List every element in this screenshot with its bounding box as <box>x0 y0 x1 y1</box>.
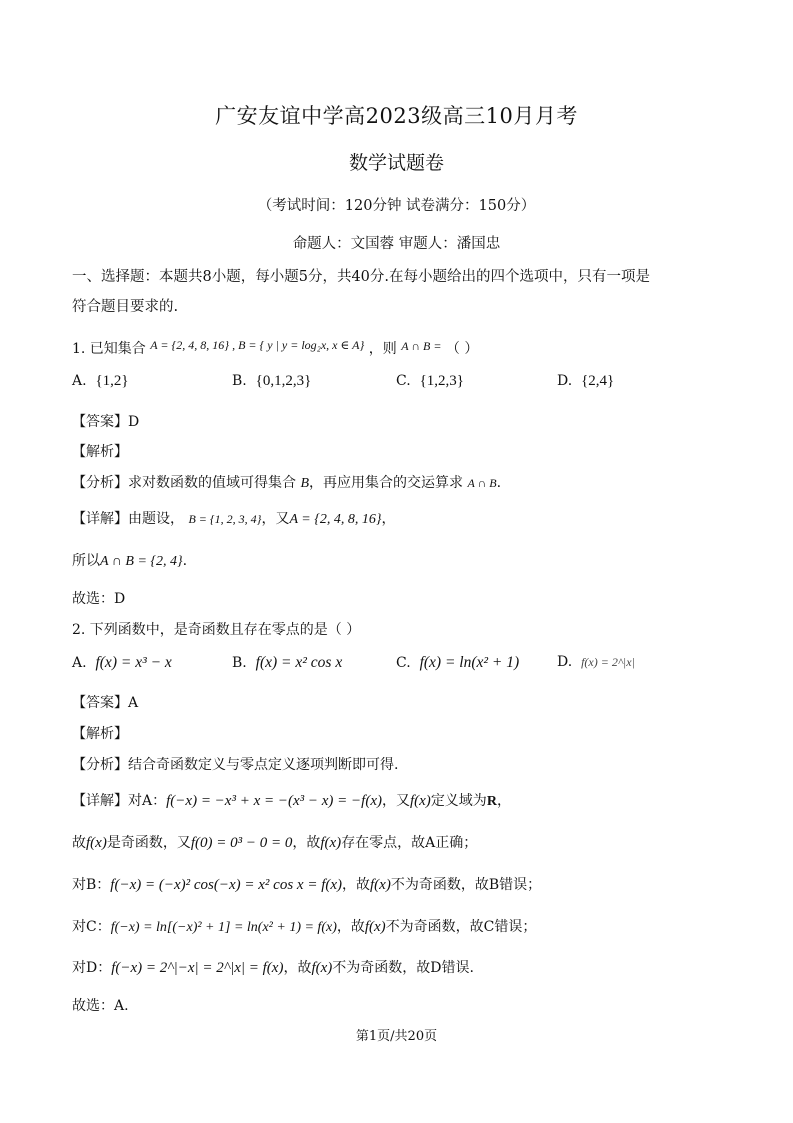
detail-mid: ，故 <box>342 877 371 893</box>
q2-answer: 【答案】A <box>72 695 139 711</box>
option-text: {0,1,2,3} <box>255 373 312 389</box>
option-text: f(x) = x³ − x <box>95 654 172 671</box>
q2-detail-a1 <box>72 790 511 810</box>
q1-stem-prefix: 1. 已知集合 <box>72 341 146 357</box>
detail-mid2: ，故 <box>292 835 321 851</box>
reals-symbol: R <box>486 794 497 809</box>
q1-stem-suffix: ，则 <box>368 341 397 357</box>
xiangjie-prefix: 【详解】由题设， <box>72 511 184 527</box>
page-number: 第1页/共20页 <box>355 1029 438 1044</box>
detail-prefix: 【详解】对A： <box>72 793 167 809</box>
detail-end: 定义域为 <box>430 793 487 809</box>
xiangjie-math-b: B = {1, 2, 3, 4} <box>188 512 262 526</box>
fenxi-mid: ，再应用集合的交运算求 <box>309 475 464 491</box>
q2-detail-b <box>72 874 541 894</box>
xiangjie-end: ， <box>381 511 396 527</box>
q1-stem-math2: A ∩ B = <box>401 339 442 353</box>
q2-stem: 2. 下列函数中，是奇函数且存在零点的是（ ） <box>72 622 361 638</box>
option-letter: A. <box>72 373 87 389</box>
detail-math2: f(0) = 0³ − 0 = 0 <box>190 835 293 851</box>
option-letter: C. <box>396 373 411 389</box>
option-letter: B. <box>232 655 247 671</box>
page-title: 广安友谊中学高2023级高三10月月考 <box>215 104 578 128</box>
fenxi-end: . <box>496 475 502 491</box>
q2-fenxi: 【分析】结合奇函数定义与零点定义逐项判断即可得. <box>72 757 399 773</box>
fenxi-math: A ∩ B <box>467 476 497 490</box>
option-text: {1,2,3} <box>419 373 464 389</box>
detail-prefix: 故 <box>72 835 86 851</box>
conclusion-math: A ∩ B = {2, 4} <box>100 554 183 569</box>
q1-option-c <box>396 373 464 390</box>
q2-detail-d <box>72 957 474 977</box>
q2-option-d <box>557 654 635 670</box>
q1-option-d <box>557 373 614 390</box>
conclusion-end: . <box>182 553 188 569</box>
q1-stem-paren: （ ） <box>445 341 479 357</box>
detail-prefix: 对D： <box>72 960 112 976</box>
conclusion-prefix: 所以 <box>72 553 100 569</box>
xiangjie-math-a: A = {2, 4, 8, 16} <box>289 512 382 527</box>
q1-option-a <box>72 373 129 390</box>
detail-math: f(−x) = ln[(−x)² + 1] = ln(x² + 1) = f(x) <box>110 920 337 935</box>
detail-math: f(−x) = 2^|−x| = 2^|x| = f(x) <box>111 960 284 976</box>
detail-math2: f(x) <box>370 877 391 893</box>
exam-authors: 命题人：文国蓉 审题人：潘国忠 <box>292 236 501 252</box>
q1-analysis-label: 【解析】 <box>72 444 128 460</box>
q2-analysis-label: 【解析】 <box>72 726 128 742</box>
detail-math2: f(x) <box>364 919 386 935</box>
option-letter: D. <box>557 373 573 389</box>
option-text: {2,4} <box>581 373 615 389</box>
q1-choice: 故选：D <box>72 591 126 607</box>
xiangjie-mid: ，又 <box>261 511 290 527</box>
q2-detail-a2 <box>72 832 477 852</box>
detail-mid: 是奇函数，又 <box>106 835 191 851</box>
detail-comma: ， <box>496 793 511 809</box>
page-subtitle: 数学试题卷 <box>348 152 444 174</box>
option-text: f(x) = ln(x² + 1) <box>419 654 520 671</box>
option-text: {1,2} <box>95 373 129 389</box>
detail-end: 不为奇函数，故D错误. <box>332 960 474 976</box>
detail-math: f(x) <box>86 835 107 851</box>
q1-xiangjie <box>72 508 395 528</box>
option-text: f(x) = 2^|x| <box>581 655 635 669</box>
fenxi-prefix: 【分析】求对数函数的值域可得集合 <box>72 475 296 491</box>
detail-mid: ，故 <box>336 919 365 935</box>
detail-math: f(−x) = (−x)² cos(−x) = x² cos x = f(x) <box>110 877 343 893</box>
q1-fenxi <box>72 472 501 492</box>
q1-stem <box>72 338 478 358</box>
detail-prefix: 对B： <box>72 877 111 893</box>
detail-end: 不为奇函数，故C错误； <box>385 919 537 935</box>
detail-math: f(−x) = −x³ + x = −(x³ − x) = −f(x) <box>166 793 382 809</box>
section-heading-line-2: 符合题目要求的. <box>72 299 179 315</box>
q2-option-b <box>232 654 342 672</box>
section-heading-line-1: 一、选择题：本题共8小题，每小题5分，共40分.在每小题给出的四个选项中，只有一项是 <box>72 269 651 285</box>
option-letter: A. <box>72 655 87 671</box>
q1-stem-math: A = {2, 4, 8, 16} , B = { y | y = log₂x, x ∈ A} <box>150 338 365 352</box>
detail-mid: ，故 <box>283 960 312 976</box>
option-letter: B. <box>232 373 247 389</box>
q2-choice: 故选：A. <box>72 998 129 1014</box>
detail-prefix: 对C： <box>72 919 111 935</box>
q1-option-b <box>232 373 311 390</box>
q2-detail-c <box>72 916 536 936</box>
detail-end: 存在零点，故A正确； <box>341 835 478 851</box>
q1-conclusion <box>72 550 187 570</box>
detail-math2: f(x) <box>311 960 333 976</box>
option-letter: D. <box>557 654 573 670</box>
q2-option-c <box>396 654 519 672</box>
q2-option-a <box>72 654 172 672</box>
detail-math2: f(x) <box>409 793 431 809</box>
detail-end: 不为奇函数，故B错误； <box>390 877 542 893</box>
fenxi-set-b: B <box>300 476 310 491</box>
exam-time-info: （考试时间：120分钟 试卷满分：150分） <box>257 198 536 214</box>
detail-mid: ，又 <box>381 793 410 809</box>
option-text: f(x) = x² cos x <box>255 654 343 671</box>
q1-answer: 【答案】D <box>72 414 140 430</box>
detail-math3: f(x) <box>320 835 342 851</box>
option-letter: C. <box>396 655 411 671</box>
